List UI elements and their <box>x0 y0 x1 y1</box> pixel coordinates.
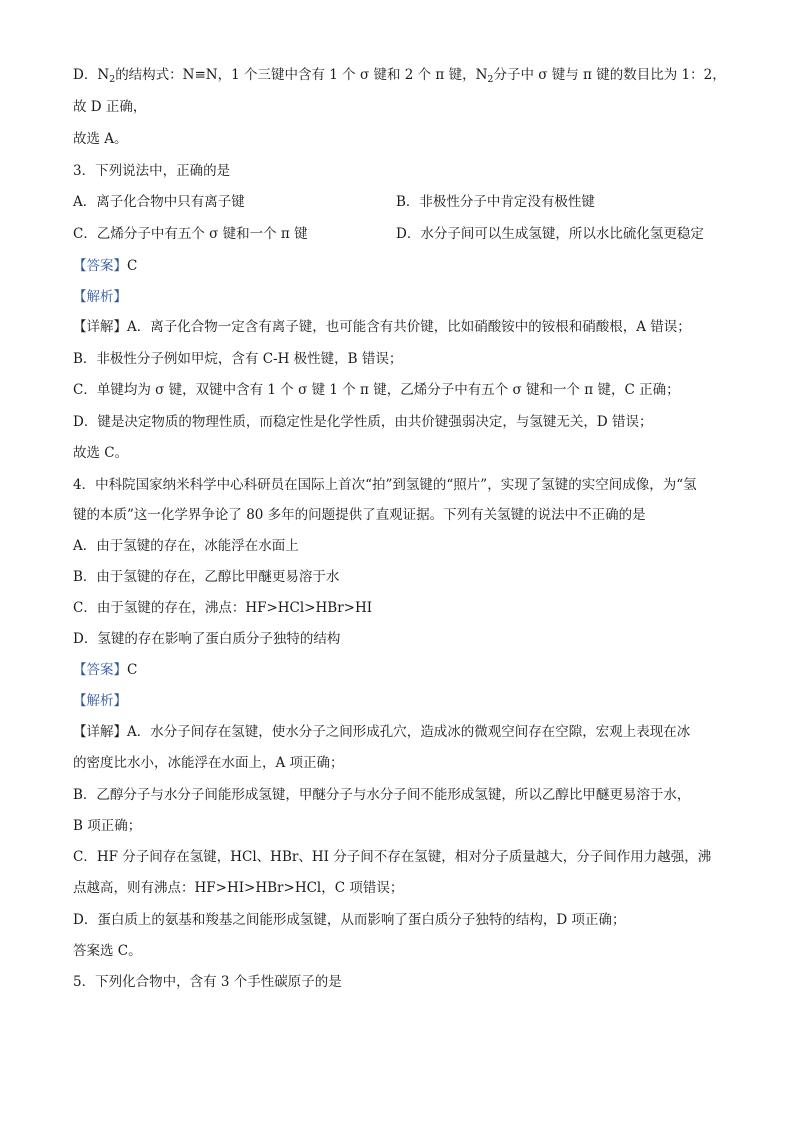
detail-tag: 【详解】 <box>73 724 127 740</box>
q4-detail-b-line1: B．乙醇分子与水分子间能形成氢键，甲醚分子与水分子间不能形成氢键，所以乙醇比甲醚更易溶于水， <box>73 787 691 803</box>
q2-conclusion: 故选 A。 <box>73 131 128 147</box>
q4-conclusion: 答案选 C。 <box>73 943 142 959</box>
q3-option-a: A．离子化合物中只有离子键 <box>73 194 245 210</box>
q3-conclusion: 故选 C。 <box>73 445 129 461</box>
answer-value: C <box>127 662 138 678</box>
q4-detail-c-line2: 点越高，则有沸点：HF>HI>HBr>HCl，C 项错误； <box>73 880 404 896</box>
q3-option-b: B．非极性分子中肯定没有极性键 <box>396 194 595 210</box>
q4-detail-d: D．蛋白质上的氨基和羧基之间能形成氢键，从而影响了蛋白质分子独特的结构，D 项正确； <box>73 912 626 928</box>
q4-detail-a-line2: 的密度比水小，冰能浮在水面上，A 项正确； <box>73 755 344 771</box>
q3-option-c: C．乙烯分子中有五个 σ 键和一个 π 键 <box>73 226 308 242</box>
q4-stem-line1: 4．中科院国家纳米科学中心科研员在国际上首次“拍”到氢键的“照片”，实现了氢键的实空间成像，为“氢 <box>73 477 697 493</box>
q4-detail-c-line1: C．HF 分子间存在氢键，HCl、HBr、HI 分子间不存在氢键，相对分子质量越大，分子间作用力越强，沸 <box>73 849 712 865</box>
q4-answer <box>73 660 723 680</box>
q4-option-b: B．由于氢键的存在，乙醇比甲醚更易溶于水 <box>73 569 340 585</box>
q2-option-d-explanation-line2: 故 D 正确， <box>73 99 147 115</box>
detail-tag: 【详解】 <box>73 319 127 335</box>
q3-detail-c: C．单键均为 σ 键，双键中含有 1 个 σ 键 1 个 π 键，乙烯分子中有五个 σ 键和一个 π 键，C 正确； <box>73 382 680 398</box>
q4-option-c: C．由于氢键的存在，沸点：HF>HCl>HBr>HI <box>73 600 373 616</box>
q4-stem-line2: 键的本质”这一化学界争论了 80 多年的问题提供了直观证据。下列有关氢键的说法中不正确的是 <box>73 507 646 523</box>
q4-option-a: A．由于氢键的存在，冰能浮在水面上 <box>73 538 299 554</box>
q3-option-d: D．水分子间可以生成氢键，所以水比硫化氢更稳定 <box>396 226 704 242</box>
answer-value: C <box>127 258 138 274</box>
q3-answer <box>73 256 723 276</box>
q3-detail-a: 【详解】A．离子化合物一定含有离子键，也可能含有共价键，比如硝酸铵中的铵根和硝酸根，A 错误； <box>73 319 691 335</box>
q3-detail-b: B．非极性分子例如甲烷，含有 C-H 极性键，B 错误； <box>73 351 403 367</box>
q3-analysis-tag: 【解析】 <box>73 289 127 305</box>
answer-tag: 【答案】 <box>73 258 127 274</box>
q3-stem: 3．下列说法中，正确的是 <box>73 163 231 179</box>
q4-option-d: D．氢键的存在影响了蛋白质分子独特的结构 <box>73 631 341 647</box>
answer-tag: 【答案】 <box>73 662 127 678</box>
q4-analysis-tag: 【解析】 <box>73 693 127 709</box>
q5-stem: 5．下列化合物中，含有 3 个手性碳原子的是 <box>73 974 342 990</box>
q3-detail-d: D．键是决定物质的物理性质，而稳定性是化学性质，由共价键强弱决定，与氢键无关，D 错误； <box>73 414 653 430</box>
q4-detail-b-line2: B 项正确； <box>73 818 142 834</box>
q4-detail-a-line1: 【详解】A．水分子间存在氢键，使水分子之间形成孔穴，造成冰的微观空间存在空隙，宏观上表现在冰 <box>73 724 691 740</box>
q2-option-d-explanation-line1: D．$N_2$的结构式：N≡N，1 个三键中含有 1 个 σ 键和 2 个 π 键，$N_2$分子中 σ 键与 π 键的数目比为 1：2， <box>73 67 726 85</box>
